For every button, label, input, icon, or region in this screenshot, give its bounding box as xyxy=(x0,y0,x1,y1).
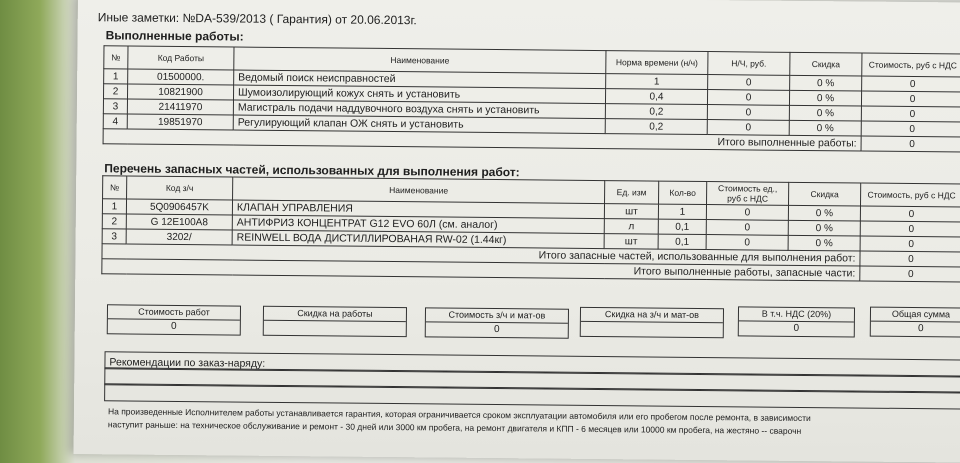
parts-col-unit: Ед. изм xyxy=(605,181,659,205)
row-number: 4 xyxy=(103,114,127,129)
work-discount: 0 % xyxy=(789,120,861,136)
work-norm: 0,2 xyxy=(605,104,707,120)
work-discount: 0 % xyxy=(789,105,861,121)
row-number: 3 xyxy=(103,99,127,114)
works-col-discount: Скидка xyxy=(790,52,862,76)
part-price: 0 xyxy=(706,205,788,221)
work-cost: 0 xyxy=(861,106,960,122)
parts-table xyxy=(101,175,960,282)
summary-label: В т.ч. НДС (20%) xyxy=(739,307,854,322)
part-discount: 0 % xyxy=(788,235,860,251)
works-total-value: 0 xyxy=(861,136,960,152)
part-price: 0 xyxy=(706,220,788,236)
work-discount: 0 % xyxy=(789,90,861,106)
work-code: 01500000. xyxy=(128,69,234,85)
work-name: Ведомый поиск неисправностей xyxy=(234,70,606,89)
order-note: Иные заметки: №DA-539/2013 ( Гарантия) от 20.06.2013г. xyxy=(97,10,417,28)
work-rate: 0 xyxy=(707,120,789,136)
work-norm: 0,4 xyxy=(605,89,707,105)
works-total-label: Итого выполненные работы: xyxy=(103,129,861,151)
work-cost: 0 xyxy=(861,121,960,137)
part-code: 3202/ xyxy=(126,229,232,245)
grand-total-value: 0 xyxy=(860,266,960,282)
summary-box-work-cost xyxy=(107,304,241,335)
part-discount: 0 % xyxy=(788,220,860,236)
works-col-norm: Норма времени (н/ч) xyxy=(606,51,708,75)
work-rate: 0 xyxy=(707,90,789,106)
work-cost: 0 xyxy=(862,76,960,92)
part-unit: шт xyxy=(604,204,658,220)
part-cost: 0 xyxy=(860,236,960,252)
part-name: АНТИФРИЗ КОНЦЕНТРАТ G12 EVO 60Л (см. аналог) xyxy=(232,215,604,234)
work-code: 19851970 xyxy=(127,114,233,130)
part-qty: 0,1 xyxy=(658,234,706,249)
summary-value: 0 xyxy=(793,322,800,334)
parts-col-cost: Стоимость, руб с НДС xyxy=(861,183,960,207)
work-norm: 1 xyxy=(606,74,708,90)
works-section-title: Выполненные работы: xyxy=(105,28,244,44)
work-code: 10821900 xyxy=(127,84,233,100)
parts-col-qty: Кол-во xyxy=(659,181,707,204)
part-code: G 12E100A8 xyxy=(126,214,232,230)
work-rate: 0 xyxy=(707,105,789,121)
work-name: Магистраль подачи наддувочного воздуха снять и установить xyxy=(233,100,605,119)
summary-value: 0 xyxy=(493,324,500,336)
works-col-rate: Н/Ч, руб. xyxy=(708,52,790,76)
summary-box-work-discount xyxy=(263,306,407,337)
part-cost: 0 xyxy=(860,206,960,222)
row-number: 3 xyxy=(102,229,126,244)
works-col-cost: Стоимость, руб с НДС xyxy=(862,53,960,77)
parts-col-code: Код з/ч xyxy=(127,176,233,200)
work-name: Регулирующий клапан ОЖ снять и установить xyxy=(233,115,605,134)
summary-value xyxy=(581,322,723,337)
summary-value xyxy=(264,321,406,336)
row-number: 2 xyxy=(102,214,126,229)
parts-col-price: Стоимость ед., руб с НДС xyxy=(707,182,789,206)
work-name: Шумоизолирующий кожух снять и установить xyxy=(233,85,605,104)
summary-label: Общая сумма xyxy=(871,308,960,323)
works-col-name: Наименование xyxy=(234,47,606,74)
works-col-code: Код Работы xyxy=(128,46,234,70)
summary-value: 0 xyxy=(917,323,924,335)
part-cost: 0 xyxy=(860,221,960,237)
parts-col-discount: Скидка xyxy=(789,182,861,206)
part-code: 5Q0906457K xyxy=(126,199,232,215)
part-discount: 0 % xyxy=(788,205,860,221)
grand-total-label: Итого выполненные работы, запасные части: xyxy=(102,259,860,281)
row-number: 1 xyxy=(102,199,126,214)
parts-col-name: Наименование xyxy=(233,177,605,204)
row-number: 2 xyxy=(103,84,127,99)
warranty-text-line-1: На произведенные Исполнителем работы устанавливается гарантия, которая ограничивается сроком эксплуатации автомобиля или его пробегом после ремонта, в зависимости xyxy=(107,406,811,424)
parts-total-value: 0 xyxy=(860,251,960,267)
summary-label: Стоимость з/ч и мат-ов xyxy=(426,308,568,323)
works-table xyxy=(103,45,960,152)
part-qty: 1 xyxy=(658,204,706,219)
work-cost: 0 xyxy=(861,91,960,107)
summary-box-parts-discount xyxy=(580,307,724,338)
warranty-text-line-2: наступит раньше: на техническое обслуживание и ремонт - 30 дней или 3000 км пробега, на ремонт двигателя и КПП - 6 месяцев или 10000 км пробега, на жестяно -- сварочн xyxy=(107,419,802,436)
works-col-number: № xyxy=(104,46,128,69)
summary-box-parts-cost xyxy=(425,307,569,338)
part-name: REINWELL ВОДА ДИСТИЛЛИРОВАНАЯ RW-02 (1.44кг) xyxy=(232,230,604,249)
work-discount: 0 % xyxy=(790,75,862,91)
part-unit: л xyxy=(604,219,658,235)
summary-box-total xyxy=(870,307,960,338)
parts-col-number: № xyxy=(103,176,127,199)
recommendations-label: Рекомендации по заказ-наряду: xyxy=(109,356,266,370)
parts-section-title: Перечень запасных частей, использованных для выполнения работ: xyxy=(104,161,520,180)
part-price: 0 xyxy=(706,235,788,251)
row-number: 1 xyxy=(104,69,128,84)
part-unit: шт xyxy=(604,234,658,250)
summary-label: Скидка на работы xyxy=(264,307,406,322)
part-name: КЛАПАН УПРАВЛЕНИЯ xyxy=(232,200,604,219)
summary-value: 0 xyxy=(170,320,177,332)
work-norm: 0,2 xyxy=(605,119,707,135)
summary-label: Стоимость работ xyxy=(108,305,240,320)
part-qty: 0,1 xyxy=(658,219,706,234)
work-code: 21411970 xyxy=(127,99,233,115)
summary-box-vat xyxy=(738,306,855,337)
work-order-paper xyxy=(74,0,960,463)
summary-label: Скидка на з/ч и мат-ов xyxy=(581,308,723,323)
parts-total-label: Итого запасные частей, использованные для выполнения работ: xyxy=(102,244,860,266)
work-rate: 0 xyxy=(708,75,790,91)
